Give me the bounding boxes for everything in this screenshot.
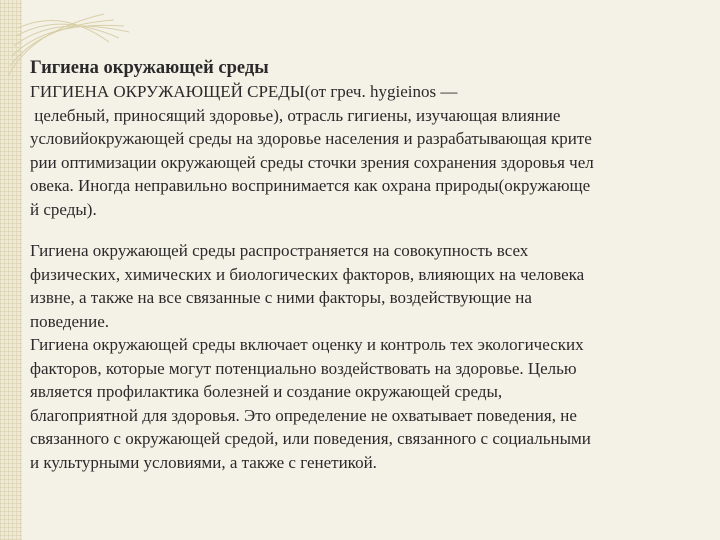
text-line: является профилактика болезней и создание окружающей среды, (30, 382, 503, 401)
text-line: извне, а также на все связанные с ними факторы, воздействующие на (30, 288, 532, 307)
text-line: ГИГИЕНА ОКРУЖАЮЩЕЙ СРЕДЫ(от греч. hygieinos — (30, 82, 458, 101)
text-line: Гигиена окружающей среды включает оценку и контроль тех экологических (30, 335, 584, 354)
document-title: Гигиена окружающей среды (30, 58, 269, 78)
text-line: Гигиена окружающей среды распространяется на совокупность всех (30, 241, 529, 260)
text-line: рии оптимизации окружающей среды сточки зрения сохранения здоровья чел (30, 152, 594, 172)
text-line: и культурными условиями, а также с генетикой. (30, 452, 377, 472)
document-body (30, 56, 698, 474)
text-line: факторов, которые могут потенциально воздействовать на здоровье. Целью (30, 358, 577, 378)
text-line: й среды). (30, 199, 97, 219)
text-line: целебный, приносящий здоровье), отрасль гигиены, изучающая влияние (30, 105, 561, 125)
text-line: поведение. (30, 311, 110, 331)
text-line: благоприятной для здоровья. Это определение не охватывает поведения, не (30, 405, 577, 425)
definition-paragraph (30, 80, 698, 221)
assessment-paragraph (30, 333, 698, 474)
text-line: физических, химических и биологических факторов, влияющих на человека (30, 264, 585, 284)
text-line: связанного с окружающей средой, или поведения, связанного с социальными (30, 429, 591, 448)
text-line: условийокружающей среды на здоровье населения и разрабатывающая крите (30, 129, 592, 148)
scope-paragraph (30, 239, 698, 333)
text-line: овека. Иногда неправильно воспринимается как охрана природы(окружающе (30, 176, 591, 195)
paragraph-gap (30, 221, 698, 239)
